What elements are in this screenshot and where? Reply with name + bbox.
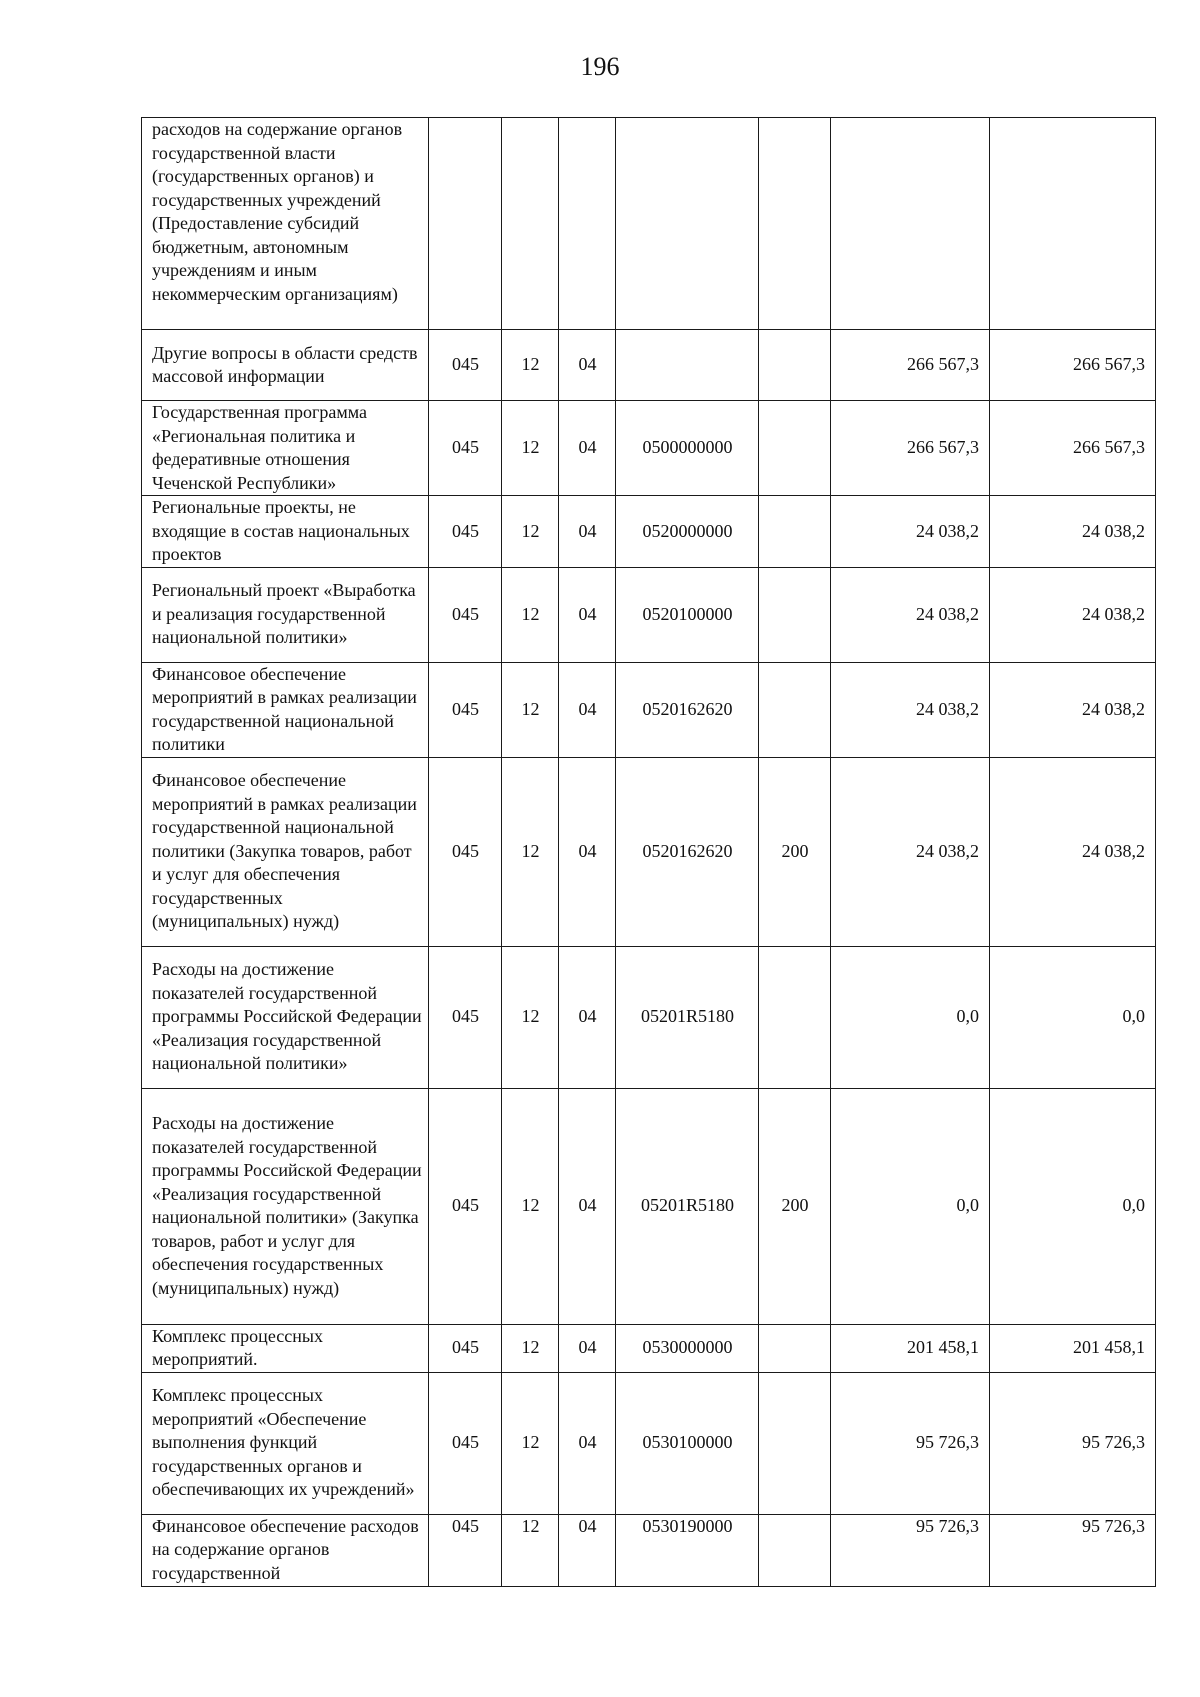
table-row [142,1514,1156,1586]
expense-type-cell: 200 [759,1088,831,1324]
subsection-code-cell: 04 [559,757,616,946]
target-article-cell: 0530100000 [616,1372,759,1514]
expense-name-cell: Финансовое обеспечение расходов на содержание органов государственной [142,1514,429,1586]
target-article-cell: 0500000000 [616,401,759,496]
expense-name-cell: Региональные проекты, не входящие в состав национальных проектов [142,496,429,568]
glava-code-cell: 045 [429,401,502,496]
amount-cell-2: 0,0 [990,1088,1156,1324]
amount-cell-2: 24 038,2 [990,757,1156,946]
target-article-cell: 0520162620 [616,662,759,757]
section-code-cell: 12 [502,567,559,662]
target-article-cell: 05201R5180 [616,1088,759,1324]
target-article-cell [616,118,759,330]
subsection-code-cell: 04 [559,1088,616,1324]
subsection-code-cell: 04 [559,401,616,496]
expense-name-cell: Расходы на достижение показателей государственной программы Российской Федерации «Реализация государственной национальной политики» (Закупка товаров, работ и услуг для обеспечения государственных (муниципальных) нужд) [142,1088,429,1324]
target-article-cell: 05201R5180 [616,946,759,1088]
section-code-cell: 12 [502,662,559,757]
section-code-cell: 12 [502,401,559,496]
section-code-cell: 12 [502,757,559,946]
table-row [142,496,1156,568]
expense-type-cell [759,330,831,401]
table-row [142,1324,1156,1372]
table-row [142,1088,1156,1324]
expense-type-cell [759,1324,831,1372]
target-article-cell: 0530190000 [616,1514,759,1586]
section-code-cell: 12 [502,946,559,1088]
target-article-cell: 0530000000 [616,1324,759,1372]
target-article-cell: 0520100000 [616,567,759,662]
amount-cell-2 [990,118,1156,330]
amount-cell-2: 95 726,3 [990,1372,1156,1514]
amount-cell-1: 95 726,3 [831,1372,990,1514]
glava-code-cell: 045 [429,757,502,946]
glava-code-cell: 045 [429,946,502,1088]
page-number: 196 [580,52,620,81]
expense-name-cell: Финансовое обеспечение мероприятий в рамках реализации государственной национальной политики (Закупка товаров, работ и услуг для обеспечения государственных (муниципальных) нужд) [142,757,429,946]
amount-cell-2: 24 038,2 [990,496,1156,568]
table-row [142,567,1156,662]
target-article-cell: 0520162620 [616,757,759,946]
amount-cell-2: 201 458,1 [990,1324,1156,1372]
table-row [142,330,1156,401]
table-row [142,401,1156,496]
table-row [142,1372,1156,1514]
subsection-code-cell: 04 [559,1514,616,1586]
section-code-cell: 12 [502,1324,559,1372]
subsection-code-cell: 04 [559,1372,616,1514]
table-row [142,757,1156,946]
expense-name-cell: Государственная программа «Региональная политика и федеративные отношения Чеченской Республики» [142,401,429,496]
expense-name-cell: Финансовое обеспечение мероприятий в рамках реализации государственной национальной политики [142,662,429,757]
subsection-code-cell: 04 [559,946,616,1088]
amount-cell-1: 201 458,1 [831,1324,990,1372]
glava-code-cell: 045 [429,330,502,401]
subsection-code-cell: 04 [559,1324,616,1372]
table-row [142,946,1156,1088]
amount-cell-2: 266 567,3 [990,401,1156,496]
expense-name-cell: Региональный проект «Выработка и реализация государственной национальной политики» [142,567,429,662]
expense-name-cell: Расходы на достижение показателей государственной программы Российской Федерации «Реализация государственной национальной политики» [142,946,429,1088]
section-code-cell: 12 [502,330,559,401]
section-code-cell: 12 [502,1372,559,1514]
expense-type-cell: 200 [759,757,831,946]
glava-code-cell: 045 [429,1324,502,1372]
section-code-cell: 12 [502,496,559,568]
target-article-cell [616,330,759,401]
amount-cell-1: 266 567,3 [831,401,990,496]
section-code-cell: 12 [502,1088,559,1324]
section-code-cell [502,118,559,330]
expense-type-cell [759,118,831,330]
amount-cell-2: 266 567,3 [990,330,1156,401]
amount-cell-1: 24 038,2 [831,567,990,662]
expense-name-cell: расходов на содержание органов государственной власти (государственных органов) и государственных учреждений (Предоставление субсидий бюджетным, автономным учреждениям и иным некоммерческим организациям) [142,118,429,330]
subsection-code-cell: 04 [559,662,616,757]
glava-code-cell: 045 [429,567,502,662]
expense-type-cell [759,946,831,1088]
expense-type-cell [759,567,831,662]
amount-cell-1: 0,0 [831,1088,990,1324]
amount-cell-2: 95 726,3 [990,1514,1156,1586]
expense-name-cell: Другие вопросы в области средств массовой информации [142,330,429,401]
target-article-cell: 0520000000 [616,496,759,568]
expense-type-cell [759,1372,831,1514]
amount-cell-1: 266 567,3 [831,330,990,401]
amount-cell-2: 24 038,2 [990,662,1156,757]
table-row [142,118,1156,330]
subsection-code-cell: 04 [559,567,616,662]
budget-table [141,117,1156,1587]
amount-cell-2: 0,0 [990,946,1156,1088]
glava-code-cell: 045 [429,496,502,568]
budget-table-body [142,118,1156,1587]
section-code-cell: 12 [502,1514,559,1586]
amount-cell-1 [831,118,990,330]
expense-type-cell [759,401,831,496]
amount-cell-1: 24 038,2 [831,662,990,757]
expense-name-cell: Комплекс процессных мероприятий «Обеспечение выполнения функций государственных органов и обеспечивающих их учреждений» [142,1372,429,1514]
subsection-code-cell: 04 [559,330,616,401]
expense-name-cell: Комплекс процессных мероприятий. [142,1324,429,1372]
expense-type-cell [759,1514,831,1586]
glava-code-cell: 045 [429,1372,502,1514]
glava-code-cell: 045 [429,1088,502,1324]
amount-cell-1: 24 038,2 [831,496,990,568]
expense-type-cell [759,662,831,757]
glava-code-cell: 045 [429,1514,502,1586]
amount-cell-1: 0,0 [831,946,990,1088]
expense-type-cell [759,496,831,568]
amount-cell-1: 95 726,3 [831,1514,990,1586]
subsection-code-cell [559,118,616,330]
glava-code-cell: 045 [429,662,502,757]
glava-code-cell [429,118,502,330]
amount-cell-1: 24 038,2 [831,757,990,946]
table-row [142,662,1156,757]
amount-cell-2: 24 038,2 [990,567,1156,662]
subsection-code-cell: 04 [559,496,616,568]
